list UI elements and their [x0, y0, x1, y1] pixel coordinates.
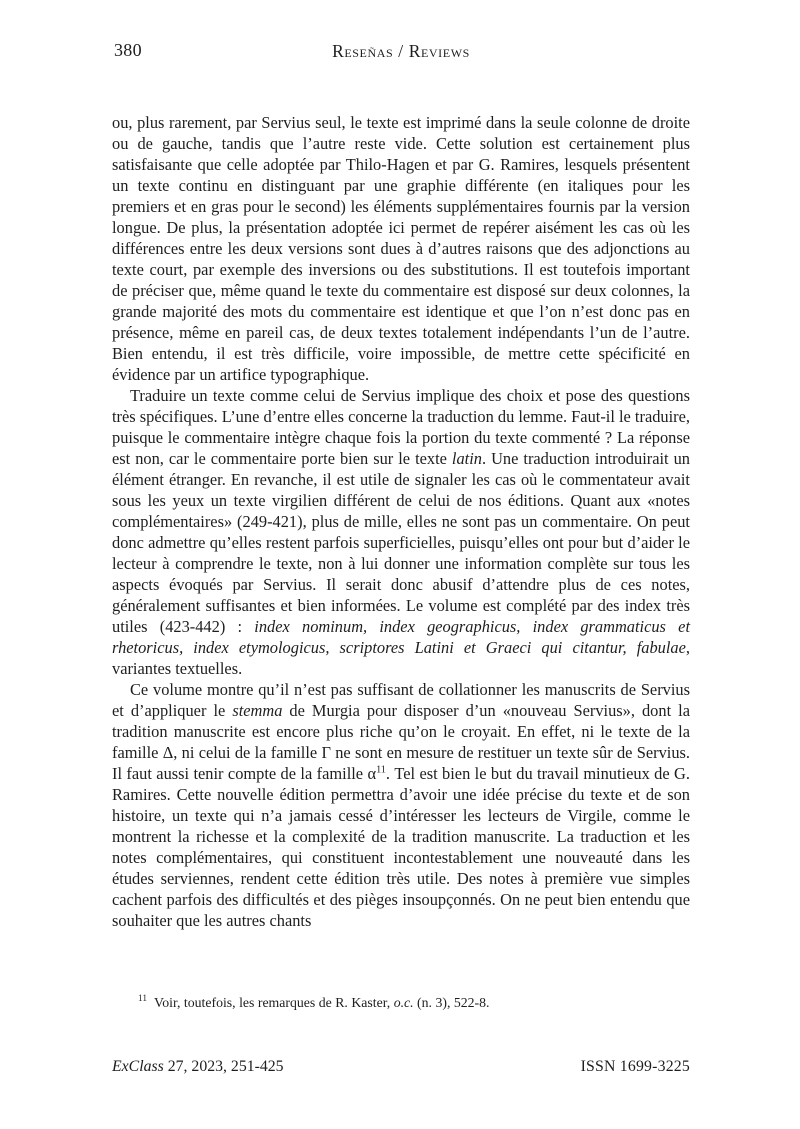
paragraph-1 — [112, 112, 690, 385]
review-body — [112, 112, 690, 931]
footnote-reference-11: 11 — [376, 764, 386, 776]
volume-info: 27, 2023, 251-425 — [163, 1058, 284, 1075]
text-segment: . Tel est bien le but du travail minutieux de G. Ramires. Cette nouvelle édition permettra d’avoir une idée précise du texte et de son histoire, un texte qui n’a jamais cessé d’intéresser les lecteurs de Virgile, comme le montrent la richesse et la complexité de la tradition manuscrite. La traduction et les notes complémentaires, qui constituent incontestablement une nouveauté dans les études serviennes, rendent cette édition très utile. Des notes à première vue simples cachent parfois des difficultés et des pièges insoupçonnés. On ne peut bien entendu que souhaiter que les autres chants — [112, 764, 690, 930]
journal-name: ExClass — [112, 1058, 164, 1075]
italic-segment-index-list: index nominum, index geographicus, index grammaticus et rhetoricus, index etymologicus, scriptores Latini et Graeci qui citantur, fabulae — [112, 617, 690, 657]
text-segment: ou, plus rarement, par Servius seul, le texte est imprimé dans la seule colonne de droite ou de gauche, tandis que l’autre reste vide. Cette solution est certainement plus satisfaisante que celle adoptée par Thilo-Hagen et par G. Ramires, lesquels présentent un texte continu en distinguant par une graphie différente (en italiques pour les premiers et en gras pour le second) les éléments supplémentaires fournis par la version longue. De plus, la présentation adoptée ici permet de repérer aisément les cas où les différences entre les deux versions sont dues à d’autres raisons que des adjonctions au texte court, par exemple des inversions ou des substitutions. Il est toutefois important de préciser que, même quand le texte du commentaire est disposé sur deux colonnes, la grande majorité des mots du commentaire est identique et que l’on n’est donc pas en présence, même en pareil cas, de deux textes totalement indépendants l’un de l’autre. Bien entendu, il est très difficile, voire impossible, de mettre cette spécificité en évidence par un artifice typographique. — [112, 113, 690, 384]
text-segment: Ce volume montre qu’il n’est pas suffisant de collationner les manuscrits de Servius et d’appliquer le — [112, 680, 690, 720]
footnote-text: Voir, toutefois, les remarques de R. Kaster, — [154, 995, 394, 1010]
text-segment: , variantes textuelles. — [112, 638, 690, 678]
footnote-text: (n. 3), 522-8. — [413, 995, 490, 1010]
text-segment: Traduire un texte comme celui de Servius implique des choix et pose des questions très spécifiques. L’une d’entre elles concerne la traduction du lemme. Faut-il le traduire, puisque le commentaire intègre chaque fois la portion du texte commenté ? La réponse est non, car le commentaire porte bien sur le texte — [112, 386, 690, 468]
page-number: 380 — [114, 40, 142, 60]
text-segment: de Murgia pour disposer d’un «nouveau Servius», dont la tradition manuscrite est encore plus riche qu’on le croyait. En effet, ni le texte de la famille Δ, ni celui de la famille Γ ne sont en mesure de restituer un texte sûr de Servius. Il faut aussi tenir compte de la famille α — [112, 701, 690, 783]
paragraph-2 — [112, 385, 690, 679]
footnote-marker: 11 — [138, 994, 148, 1005]
paragraph-3 — [112, 679, 690, 931]
italic-segment: stemma — [232, 701, 283, 720]
footnote-italic-segment: o.c. — [393, 995, 414, 1010]
journal-citation — [112, 1058, 284, 1076]
footnote-11 — [112, 994, 690, 1011]
running-title: Reseñas / Reviews — [332, 41, 470, 61]
page-header — [112, 40, 690, 64]
italic-segment: latin — [451, 449, 482, 468]
text-segment: . Une traduction introduirait un élément étranger. En revanche, il est utile de signaler les cas où le commentateur avait sous les yeux un texte virgilien différent de celui de nos éditions. Quant aux «notes complémentaires» (249-421), plus de mille, elles ne sont pas un commentaire. On peut donc admettre qu’elles restent parfois superficielles, puisqu’elles ont pour but d’aider le lecteur à comprendre le texte, non à lui donner une information complète sur tous les aspects évoqués par Servius. Il serait donc abusif d’attendre plus de ces notes, généralement suffisantes et bien informées. Le volume est complété par des index très utiles (423-442) : — [112, 449, 690, 636]
issn: ISSN 1699-3225 — [580, 1058, 690, 1075]
